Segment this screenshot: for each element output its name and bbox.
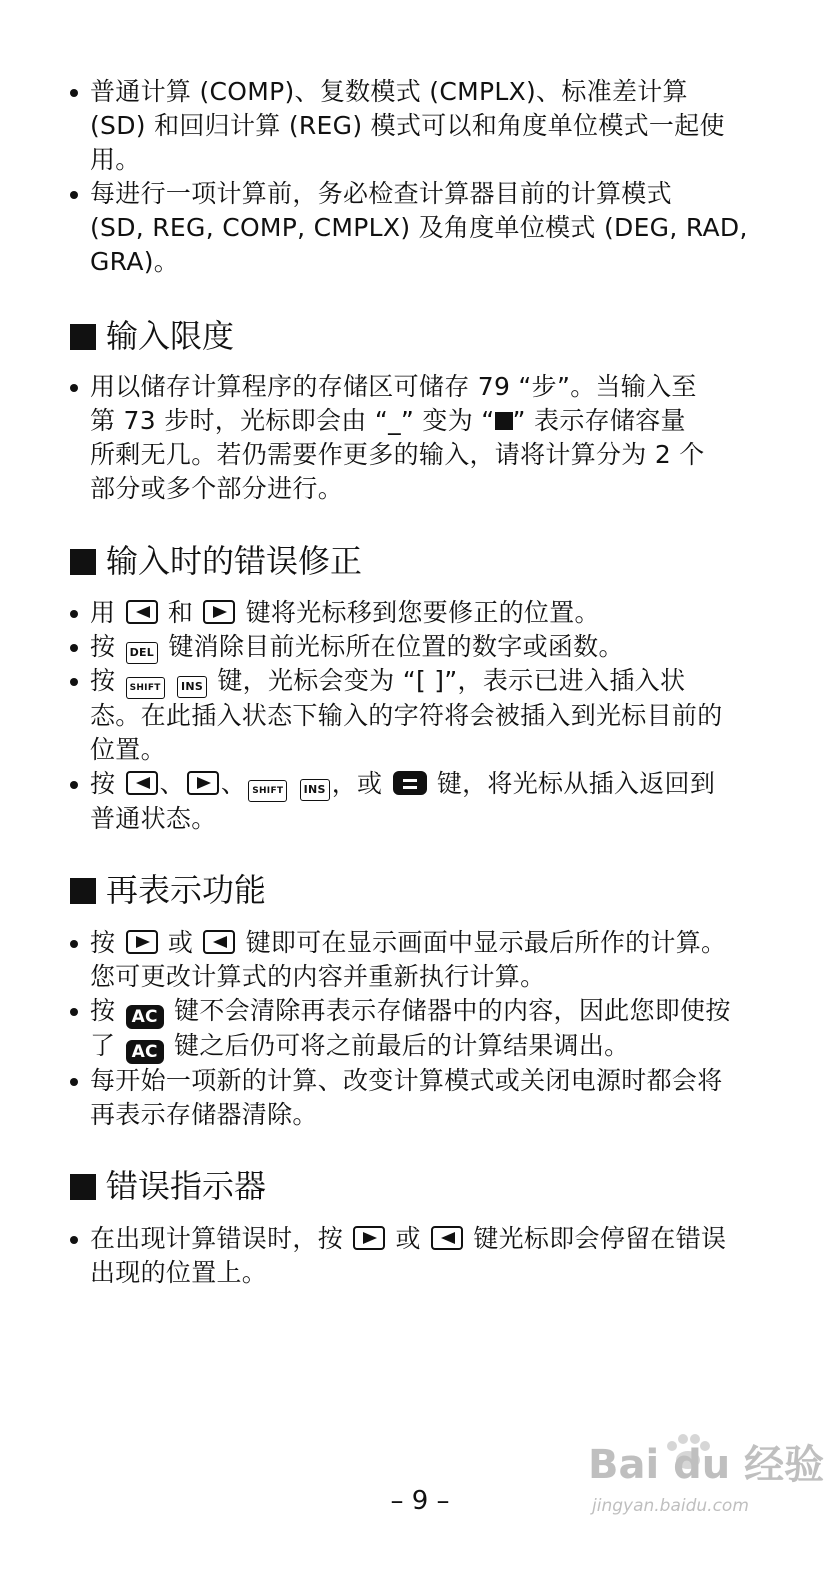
shift-key-icon: SHIFT [248, 780, 287, 802]
left-arrow-key-icon [203, 930, 235, 954]
square-bullet-icon [70, 324, 96, 350]
list-item: 普通计算 (COMP)、复数模式 (CMPLX)、标准差计算 (SD) 和回归计算 (REG) 模式可以和角度单位模式一起使 用。 [70, 75, 770, 177]
left-arrow-key-icon [431, 1226, 463, 1250]
ac-key-icon: AC [126, 1040, 164, 1064]
list-item: 每进行一项计算前，务必检查计算器目前的计算模式 (SD, REG, COMP, CMPLX) 及角度单位模式 (DEG, RAD, GRA)。 [70, 177, 770, 279]
full-cursor-icon [495, 412, 513, 430]
watermark-logo: Bai du 经验 [588, 1442, 825, 1488]
right-arrow-key-icon [126, 930, 158, 954]
right-arrow-key-icon [203, 600, 235, 624]
replay-list [70, 926, 770, 1132]
section-heading-error-correction: 输入时的错误修正 [70, 541, 362, 581]
list-item: 按 或 键即可在显示画面中显示最后所作的计算。 您可更改计算式的内容并重新执行计算。 [70, 926, 770, 994]
section-heading-replay: 再表示功能 [70, 870, 266, 910]
watermark-url: jingyan.baidu.com [592, 1496, 749, 1516]
ins-key-icon: INS [300, 779, 330, 801]
list-item: 按 SHIFT INS 键，光标会变为 “[ ]”，表示已进入插入状 态。在此插入状态下输入的字符将会被插入到光标目前的 位置。 [70, 664, 770, 767]
right-arrow-key-icon [353, 1226, 385, 1250]
del-key-icon: DEL [126, 642, 159, 664]
ac-key-icon: AC [126, 1005, 164, 1029]
section-heading-input-limit: 输入限度 [70, 316, 234, 356]
square-bullet-icon [70, 878, 96, 904]
list-item: 在出现计算错误时，按 或 键光标即会停留在错误 出现的位置上。 [70, 1222, 770, 1290]
list-item: 每开始一项新的计算、改变计算模式或关闭电源时都会将 再表示存储器清除。 [70, 1064, 770, 1132]
section-heading-error-indicator: 错误指示器 [70, 1166, 266, 1206]
left-arrow-key-icon [126, 771, 158, 795]
list-item: 按 AC 键不会清除再表示存储器中的内容，因此您即使按 了 AC 键之后仍可将之前最后的计算结果调出。 [70, 994, 770, 1064]
error-correction-list [70, 596, 770, 836]
left-arrow-key-icon [126, 600, 158, 624]
list-item: 按 DEL 键消除目前光标所在位置的数字或函数。 [70, 630, 770, 664]
error-indicator-list [70, 1222, 770, 1290]
input-limit-list [70, 370, 770, 506]
right-arrow-key-icon [187, 771, 219, 795]
intro-list [70, 75, 770, 279]
equals-key-icon [393, 771, 427, 795]
square-bullet-icon [70, 549, 96, 575]
square-bullet-icon [70, 1174, 96, 1200]
list-item: 用以储存计算程序的存储区可储存 79 “步”。当输入至 第 73 步时，光标即会由 “_” 变为 “ ” 表示存储容量 所剩无几。若仍需要作更多的输入，请将计算分为 2 个 部分或多个部分进行。 [70, 370, 770, 506]
baidu-watermark [588, 1440, 825, 1540]
list-item: 按 、 、 SHIFT INS ，或 键，将光标从插入返回到 普通状态。 [70, 767, 770, 836]
list-item: 用 和 键将光标移到您要修正的位置。 [70, 596, 770, 630]
page-number: – 9 – [390, 1486, 450, 1516]
ins-key-icon: INS [177, 676, 207, 698]
shift-key-icon: SHIFT [126, 677, 165, 699]
